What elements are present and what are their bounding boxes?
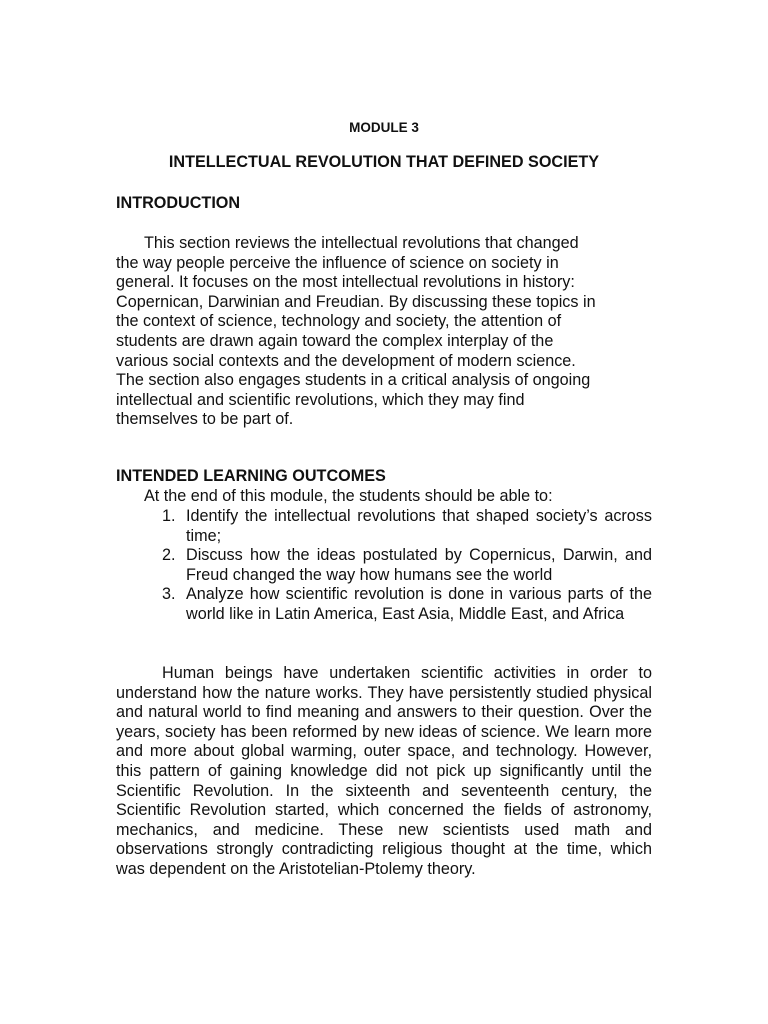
list-item-number: 3.	[162, 585, 176, 604]
intro-line: This section reviews the intellectual revolutions that changed	[144, 234, 579, 252]
list-item-text: Identify the intellectual revolutions that shaped society’s across time;	[186, 507, 652, 545]
list-item	[162, 546, 652, 585]
page-title: INTELLECTUAL REVOLUTION THAT DEFINED SOCIETY	[168, 153, 600, 171]
intro-line: the way people perceive the influence of science on society in	[116, 253, 559, 272]
intro-line: The section also engages students in a critical analysis of ongoing	[116, 371, 591, 390]
intro-line: the context of science, technology and society, the attention of	[116, 312, 562, 331]
learning-outcomes-heading: INTENDED LEARNING OUTCOMES	[116, 467, 386, 485]
list-item	[162, 507, 652, 546]
introduction-heading: INTRODUCTION	[116, 194, 241, 212]
list-item-text: Discuss how the ideas postulated by Copernicus, Darwin, and Freud changed the way how humans see the world	[186, 546, 652, 584]
body-paragraph: Human beings have undertaken scientific activities in order to understand how the nature works. They have persistently studied physical and natural world to find meaning and answers to their question. Over the years, society has been reformed by new ideas of science. We learn more and more about global warming, outer space, and technology. However, this pattern of gaining knowledge did not pick up significantly until the Scientific Revolution. In the sixteenth and seventeenth century, the Scientific Revolution started, which concerned the fields of astronomy, mechanics, and medicine. These new scientists used math and observations strongly contradicting religious thought at the time, which was dependent on the Aristotelian-Ptolemy theory.	[116, 664, 652, 878]
learning-outcomes-lead: At the end of this module, the students should be able to:	[144, 487, 553, 505]
learning-outcomes-list	[162, 507, 652, 625]
intro-line: various social contexts and the development of modern science.	[116, 351, 576, 370]
list-item-number: 1.	[162, 507, 176, 525]
list-item-text: Analyze how scientific revolution is done in various parts of the world like in Latin America, East Asia, Middle East, and Africa	[186, 585, 652, 623]
module-label: MODULE 3	[349, 120, 419, 135]
introduction-paragraph	[116, 234, 652, 430]
intro-line: Copernican, Darwinian and Freudian. By discussing these topics in	[116, 292, 596, 311]
intro-line: students are drawn again toward the complex interplay of the	[116, 331, 554, 350]
intro-line: themselves to be part of.	[116, 410, 294, 429]
list-item	[162, 585, 652, 624]
intro-line: general. It focuses on the most intellectual revolutions in history:	[116, 273, 575, 292]
intro-line: intellectual and scientific revolutions, which they may find	[116, 390, 525, 409]
list-item-number: 2.	[162, 546, 176, 565]
